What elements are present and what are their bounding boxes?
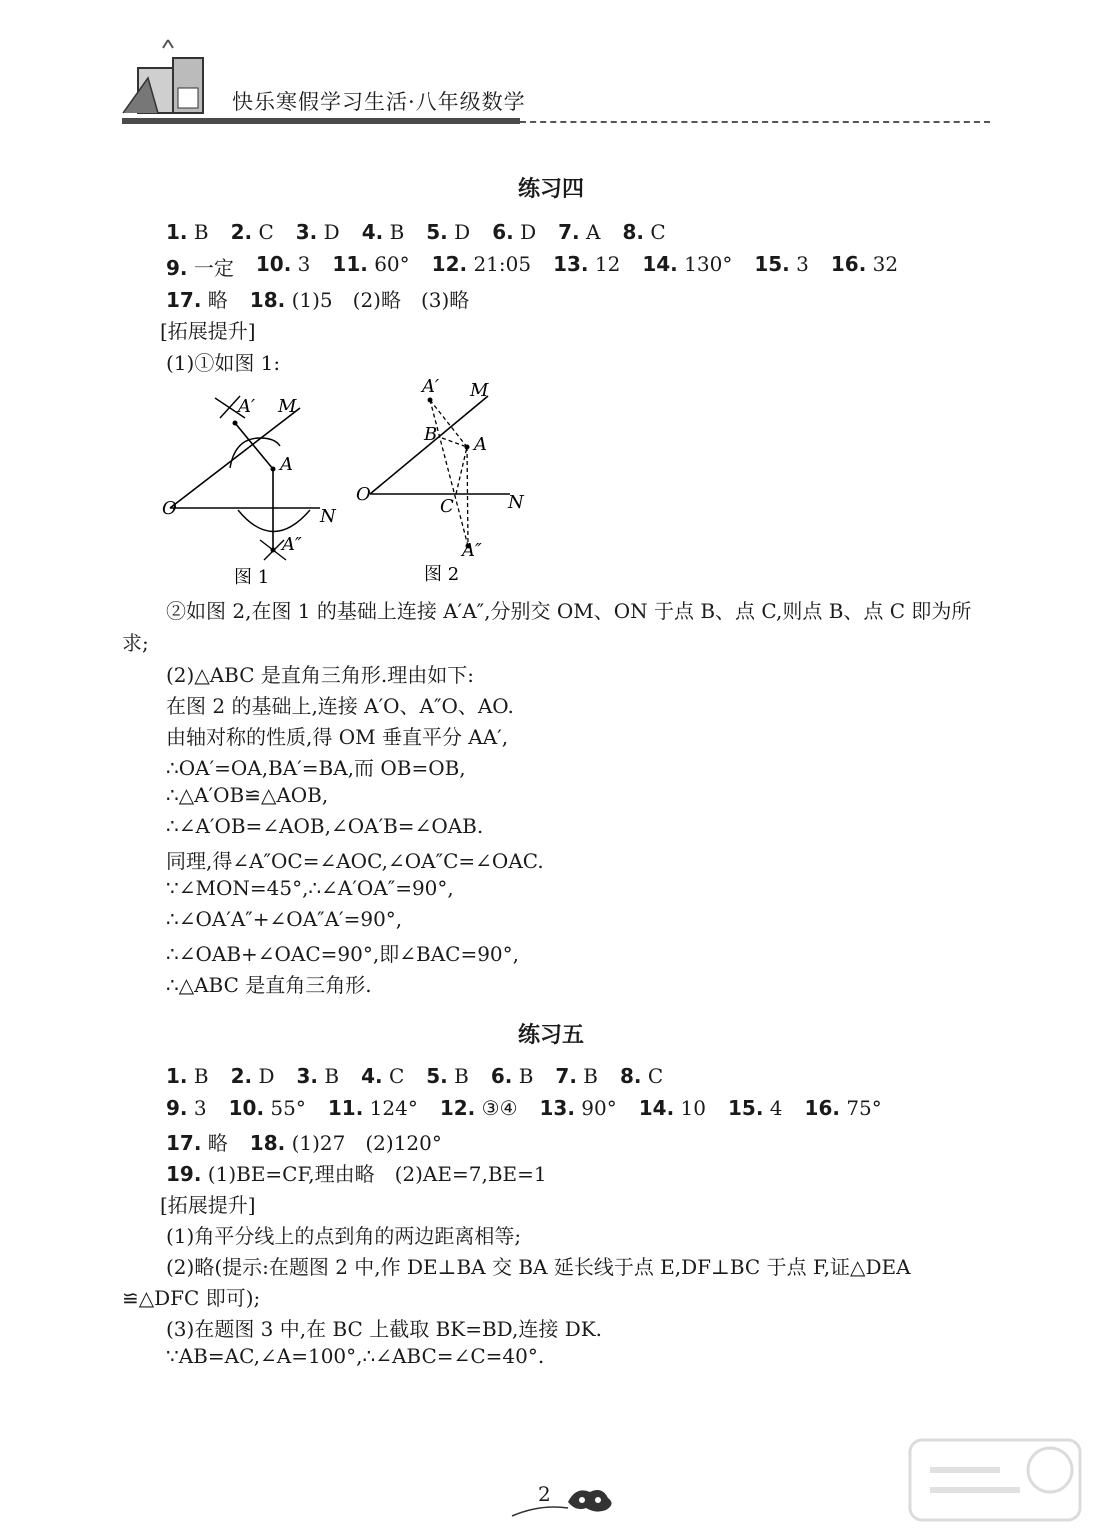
q-answer: 32 [872,252,899,276]
q-answer: C [650,220,666,244]
q-number: 18. [249,1131,286,1155]
q-number: 11. [332,252,368,276]
q-answer: B [193,1064,209,1088]
q-answer: 略 [207,288,228,312]
q-answer: B [583,1064,598,1088]
q-number: 19. [166,1162,202,1186]
text-line: (1)①如图 1: [166,351,281,375]
section-title-4: 练习四 [518,177,585,202]
figure-1-caption: 图 1 [234,567,270,588]
q-number: 10. [228,1096,265,1120]
fig2-label: N [508,492,524,513]
header-dashed-rule [520,121,990,123]
answers-row-3 [166,1127,442,1156]
q-number: 15. [728,1096,764,1120]
q-number: 4. [361,1064,383,1088]
q-number: 7. [558,220,580,244]
q-answer: B [193,220,209,244]
q-answer: 3 [297,252,311,276]
q-answer: 90° [581,1096,617,1120]
fig1-label: A′ [238,396,256,417]
q-answer: 21:05 [473,252,532,276]
header-rule [122,118,520,124]
fig1-label: A″ [282,534,302,555]
fig2-label: A [474,434,487,455]
q-answer: 55° [270,1096,306,1120]
q-number: 16. [804,1096,840,1120]
q-number: 13. [553,252,589,276]
answers-row-2 [166,1096,882,1120]
figure-1 [160,378,340,588]
q-number: 8. [620,1064,642,1088]
q-number: 7. [555,1064,577,1088]
extension-heading: [拓展提升] [160,1193,256,1217]
watermark-stamp [900,1430,1090,1530]
fig1-label: N [320,506,336,527]
q-number: 10. [255,252,292,276]
q-number: 14. [638,1096,675,1120]
q-answer: B [518,1064,534,1088]
text-line: 在图 2 的基础上,连接 A′O、A″O、AO. [166,694,514,718]
answers-row-1 [166,1064,663,1088]
q-number: 2. [230,220,253,244]
q-answer: C [258,220,274,244]
text-line: (1)角平分线上的点到角的两边距离相等; [166,1224,522,1248]
q-number: 14. [642,252,678,276]
figure-2-caption: 图 2 [424,564,460,585]
q-answer: 75° [846,1096,882,1120]
fig2-label: C [440,496,454,517]
q-number: 3. [295,220,318,244]
q-number: 18. [249,288,286,312]
q-number: 5. [426,220,448,244]
extension-heading: [拓展提升] [160,319,256,343]
q-number: 11. [327,1096,364,1120]
q-answer: D [454,220,471,244]
q-number: 17. [166,1131,202,1155]
text-line: (2)略(提示:在题图 2 中,作 DE⊥BA 交 BA 延长线于点 E,DF⊥BC 于点 F,证△DEA [166,1255,911,1279]
q-answer: (1)BE=CF,理由略 (2)AE=7,BE=1 [207,1162,547,1186]
text-line: 同理,得∠A″OC=∠AOC,∠OA″C=∠OAC. [166,849,544,873]
q-answer: 3 [193,1096,207,1120]
answers-row-3 [166,284,469,313]
text-line: ∴∠OA′A″+∠OA″A′=90°, [166,907,403,931]
q-answer: A [585,220,601,244]
q-number: 16. [830,252,867,276]
figure-2 [350,372,530,587]
q-number: 5. [426,1064,448,1088]
q-number: 2. [230,1064,253,1088]
q-number: 13. [539,1096,575,1120]
q-answer: 3 [796,252,809,276]
q-number: 12. [439,1096,476,1120]
text-line: 由轴对称的性质,得 OM 垂直平分 AA′, [166,725,509,749]
q-answer: 124° [369,1096,418,1120]
answers-row-2 [166,252,898,281]
q-number: 17. [166,288,202,312]
header-logo [118,38,228,118]
q-answer: 一定 [193,256,234,280]
text-line: ∴∠A′OB=∠AOB,∠OA′B=∠OAB. [166,814,484,838]
page-number-ornament [510,1478,620,1520]
text-line: (2)△ABC 是直角三角形.理由如下: [166,663,474,687]
q-number: 9. [166,256,188,280]
answers-row-4 [166,1158,547,1187]
fig2-label: A′ [422,376,440,397]
q-number: 1. [166,1064,188,1088]
fig1-label: A [280,454,293,475]
text-line: ∴∠OAB+∠OAC=90°,即∠BAC=90°, [166,942,520,966]
fig2-label: O [356,484,371,505]
q-answer: 4 [769,1096,783,1120]
text-line: ②如图 2,在图 1 的基础上连接 A′A″,分别交 OM、ON 于点 B、点 C,则点 B、点 C 即为所 [166,599,972,623]
q-number: 15. [754,252,790,276]
q-number: 3. [296,1064,319,1088]
text-line: ∵AB=AC,∠A=100°,∴∠ABC=∠C=40°. [166,1344,545,1368]
text-line: (3)在题图 3 中,在 BC 上截取 BK=BD,连接 DK. [166,1317,603,1341]
q-answer: C [388,1064,405,1088]
q-answer: 12 [594,252,621,276]
q-answer: B [389,220,405,244]
q-number: 9. [166,1096,188,1120]
q-number: 1. [166,220,188,244]
q-number: 6. [490,1064,513,1088]
q-answer: 130° [684,252,733,276]
q-answer: C [647,1064,664,1088]
text-line: 求; [122,631,149,655]
text-line: ∴△A′OB≌△AOB, [166,783,329,807]
q-answer: 60° [374,252,410,276]
page-number: 2 [538,1482,551,1506]
q-answer: 10 [680,1096,706,1120]
q-answer: D [323,220,340,244]
q-answer: (1)5 (2)略 (3)略 [291,288,470,312]
fig2-label: A″ [462,540,482,561]
q-answer: 略 [207,1131,228,1155]
fig1-label: O [162,498,177,519]
section-title-5: 练习五 [518,1023,585,1048]
q-number: 6. [492,220,514,244]
text-line: ≌△DFC 即可); [122,1286,261,1310]
text-line: ∴OA′=OA,BA′=BA,而 OB=OB, [166,756,466,780]
fig1-label: M [278,396,297,417]
q-answer: ③④ [481,1096,518,1120]
q-answer: B [454,1064,469,1088]
q-answer: D [520,220,537,244]
q-number: 4. [361,220,384,244]
text-line: ∵∠MON=45°,∴∠A′OA″=90°, [166,876,454,900]
fig2-label: B [424,424,438,445]
q-number: 12. [431,252,468,276]
q-answer: B [324,1064,340,1088]
answers-row-1 [166,220,666,244]
text-line: ∴△ABC 是直角三角形. [166,973,372,997]
q-number: 8. [622,220,644,244]
q-answer: (1)27 (2)120° [291,1131,442,1155]
fig2-label: M [470,380,489,401]
header-title: 快乐寒假学习生活·八年级数学 [232,90,526,114]
q-answer: D [258,1064,275,1088]
